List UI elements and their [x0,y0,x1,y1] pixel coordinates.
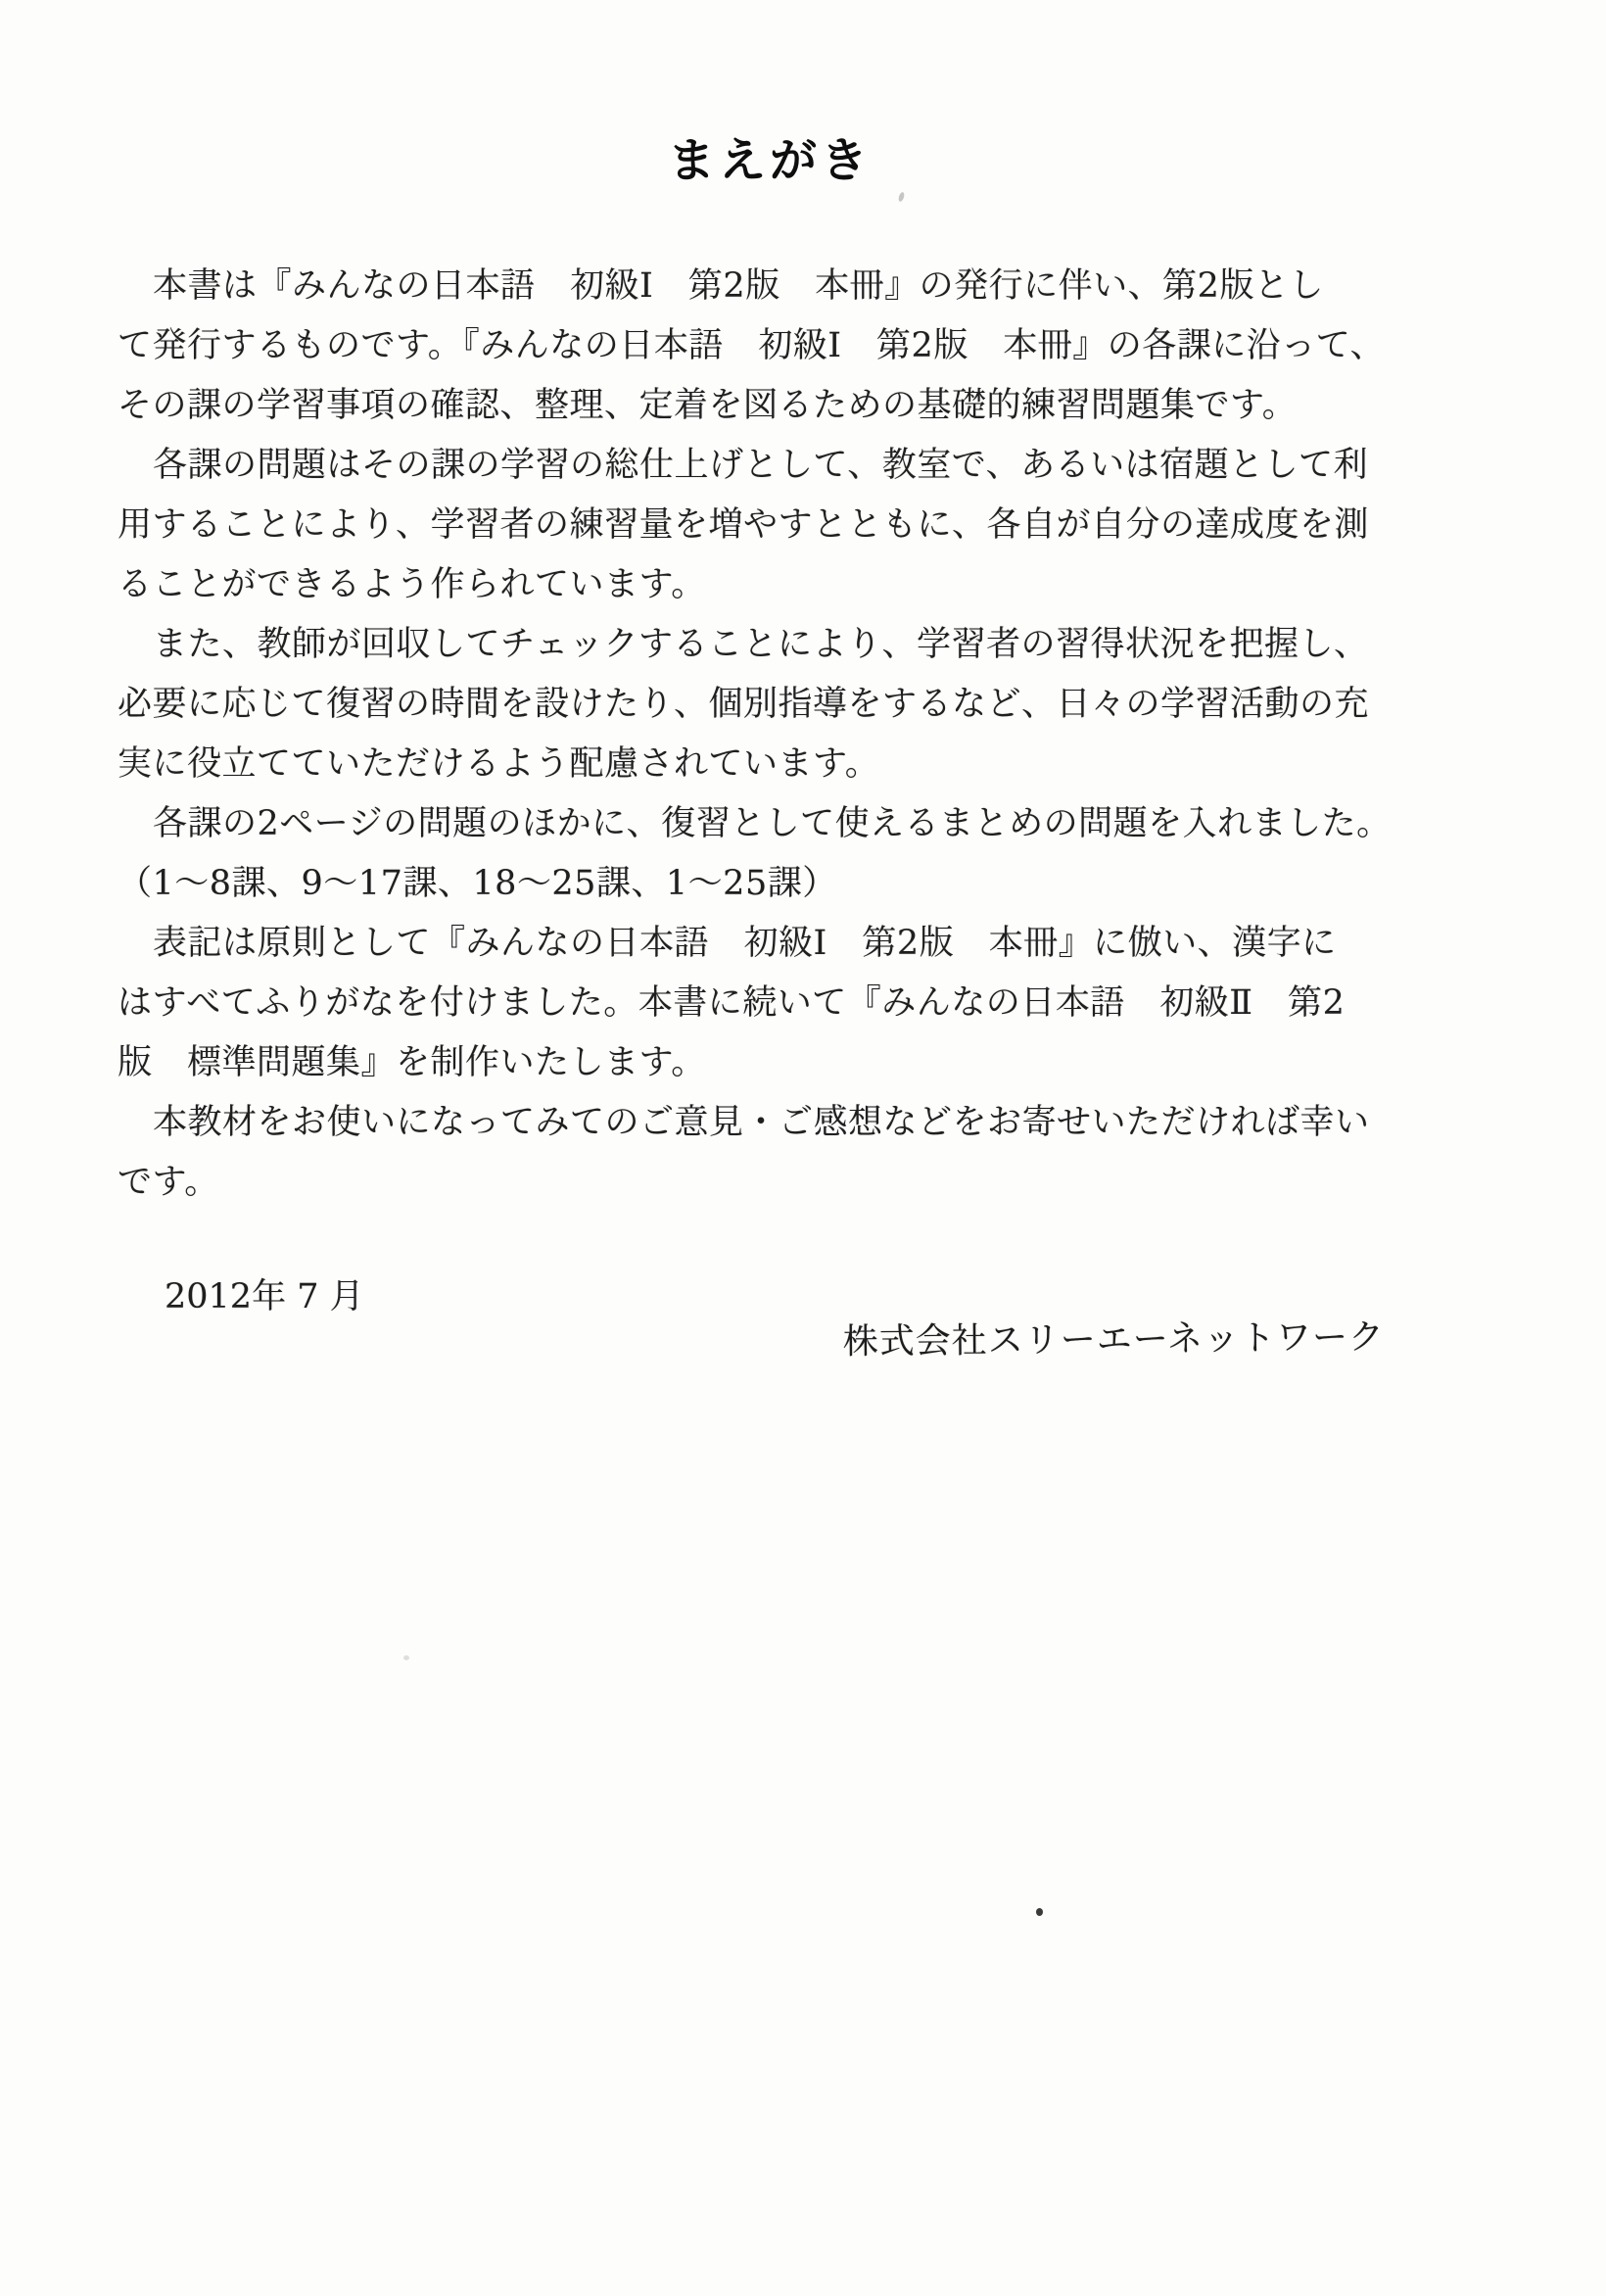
text-line: 必要に応じて復習の時間を設けたり、個別指導をするなど、日々の学習活動の充 [118,685,1370,724]
text-line: 実に役立てていただけるよう配慮されています。 [118,744,880,784]
scan-speck [403,1655,409,1660]
text-line: その課の学習事項の確認、整理、定着を図るための基礎的練習問題集です。 [118,386,1298,425]
text-line: はすべてふりがなを付けました。本書に続いて『みんなの日本語 初級Ⅱ 第2 [118,983,1346,1023]
text-line: 表記は原則として『みんなの日本語 初級Ⅰ 第2版 本冊』に倣い、漢字に [153,924,1337,963]
text-line: 各課の問題はその課の学習の総仕上げとして、教室で、あるいは宿題として利 [153,446,1369,485]
text-line: ることができるよう作られています。 [118,565,706,604]
text-line: 各課の2ページの問題のほかに、復習として使えるまとめの問題を入れました。 [153,804,1392,843]
scan-speck [898,191,906,202]
text-line: 本書は『みんなの日本語 初級Ⅰ 第2版 本冊』の発行に伴い、第2版とし [153,266,1324,306]
publisher-name: 株式会社スリーエーネットワーク [842,1316,1386,1363]
text-line: 用することにより、学習者の練習量を増やすとともに、各自が自分の達成度を測 [118,505,1370,545]
text-line: 本教材をお使いになってみてのご意見・ご感想などをお寄せいただければ幸い [153,1103,1370,1142]
text-line: 版 標準問題集』を制作いたします。 [118,1043,706,1082]
scan-speck [1036,1908,1043,1916]
preface-body [118,257,1422,1213]
page-title: まえがき [667,133,872,188]
publication-date: 2012年 7 月 [165,1277,364,1316]
text-line: て発行するものです。『みんなの日本語 初級Ⅰ 第2版 本冊』の各課に沿って、 [118,326,1386,365]
text-line: また、教師が回収してチェックすることにより、学習者の習得状況を把握し、 [153,625,1369,664]
text-line: です。 [118,1163,219,1202]
text-line: （1～8課、9～17課、18～25課、1～25課） [118,864,837,903]
